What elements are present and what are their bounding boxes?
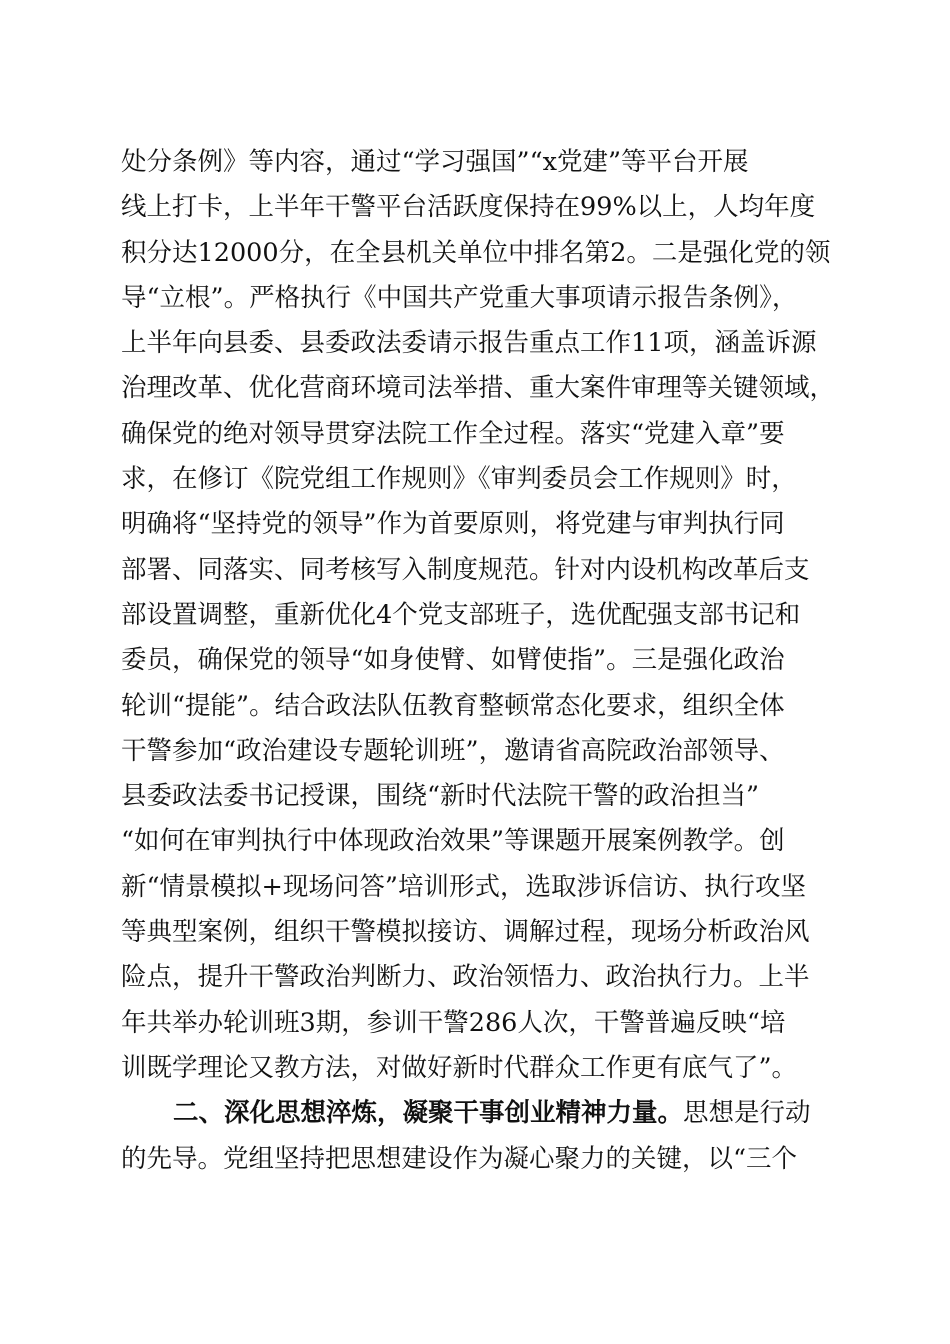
section-heading-line — [121, 1091, 836, 1136]
text-line: 训既学理论又教方法，对做好新时代群众工作更有底气了”。 — [121, 1052, 798, 1083]
text-line: 治理改革、优化营商环境司法举措、重大案件审理等关键领域， — [121, 373, 836, 404]
text-line: 新“情景模拟+现场问答”培训形式，选取涉诉信访、执行攻坚 — [121, 871, 806, 902]
text-line: 干警参加“政治建设专题轮训班”，邀请省高院政治部领导、 — [121, 735, 785, 766]
body-text — [121, 140, 836, 1182]
text-line: 委员，确保党的领导“如身使臂、如臂使指”。三是强化政治 — [121, 645, 785, 676]
text-line: 上半年向县委、县委政法委请示报告重点工作11项，涵盖诉源 — [121, 328, 817, 359]
text-line: “如何在审判执行中体现政治效果”等课题开展案例教学。创 — [121, 826, 785, 857]
text-line: 部设置调整，重新优化4个党支部班子，选优配强支部书记和 — [121, 599, 801, 630]
text-line: 明确将“坚持党的领导”作为首要原则，将党建与审判执行同 — [121, 509, 785, 540]
text-line: 线上打卡，上半年干警平台活跃度保持在99%以上，人均年度 — [121, 192, 816, 223]
text-line: 部署、同落实、同考核写入制度规范。针对内设机构改革后支 — [121, 554, 810, 585]
text-line: 的先导。党组坚持把思想建设作为凝心聚力的关键，以“三个 — [121, 1143, 798, 1174]
text-line: 险点，提升干警政治判断力、政治领悟力、政治执行力。上半 — [121, 962, 810, 993]
text-line: 确保党的绝对领导贯穿法院工作全过程。落实“党建入章”要 — [121, 418, 785, 449]
text-line: 求，在修订《院党组工作规则》《审判委员会工作规则》时， — [121, 464, 797, 495]
text-line: 处分条例》等内容，通过“学习强国”“x党建”等平台开展 — [121, 147, 749, 177]
text-line: 积分达12000分，在全县机关单位中排名第2。二是强化党的领 — [121, 237, 831, 268]
text-line: 等典型案例，组织干警模拟接访、调解过程，现场分析政治风 — [121, 917, 810, 948]
text-line: 县委政法委书记授课，围绕“新时代法院干警的政治担当” — [121, 781, 760, 812]
section-intro: 思想是行动 — [683, 1098, 811, 1129]
text-line: 年共举办轮训班3期，参训干警286人次，干警普遍反映“培 — [121, 1007, 786, 1038]
section-heading: 二、深化思想淬炼，凝聚干事创业精神力量。 — [173, 1098, 684, 1129]
text-line: 导“立根”。严格执行《中国共产党重大事项请示报告条例》， — [121, 282, 798, 313]
text-line: 轮训“提能”。结合政法队伍教育整顿常态化要求，组织全体 — [121, 690, 785, 721]
